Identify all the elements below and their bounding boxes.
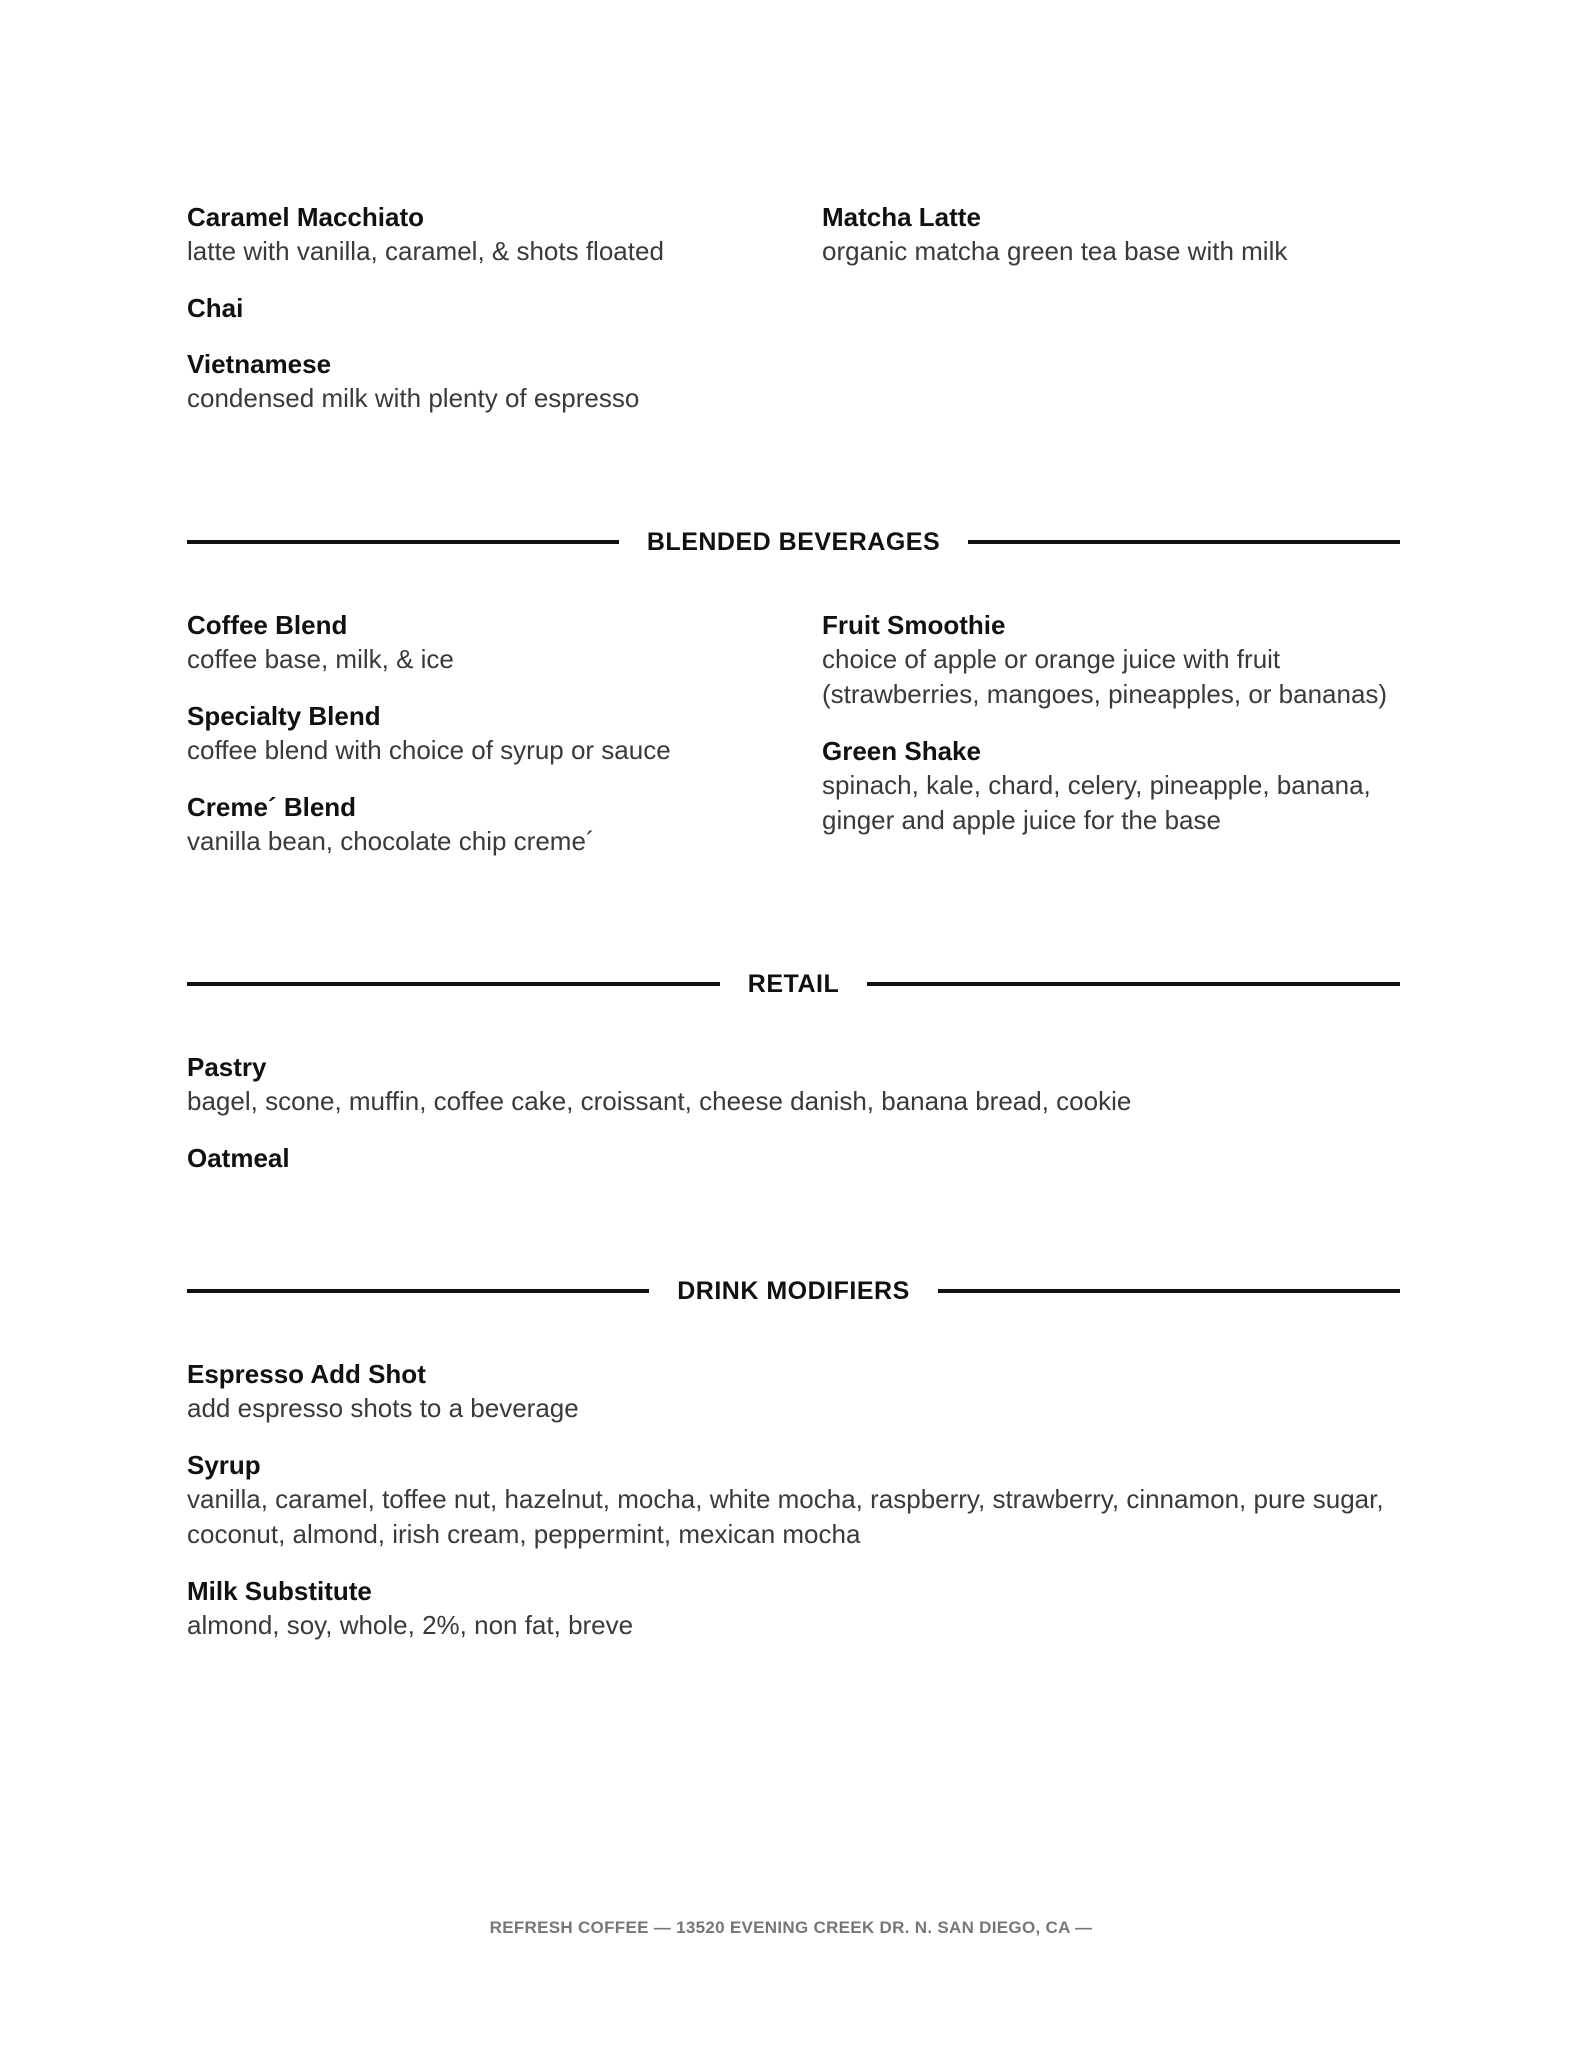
item-description: condensed milk with plenty of espresso [187,383,640,413]
item-name: Creme´ Blend [187,792,357,822]
blended-right-column [822,608,1422,860]
item-description-line: spinach, kale, chard, celery, pineapple, banana, [822,770,1371,800]
item-description-line: vanilla, caramel, toffee nut, hazelnut, mocha, white mocha, raspberry, strawberry, cinnamon, pure sugar, [187,1484,1384,1514]
item-name: Coffee Blend [187,610,348,640]
menu-item [822,608,1422,712]
item-name: Milk Substitute [187,1576,372,1606]
item-description-line: ginger and apple juice for the base [822,805,1221,835]
item-name: Pastry [187,1052,267,1082]
item-name: Green Shake [822,736,981,766]
menu-item [187,1357,1407,1426]
section-title: DRINK MODIFIERS [677,1276,910,1305]
modifiers-column [187,1357,1407,1665]
item-description: coffee blend with choice of syrup or sauce [187,735,671,765]
item-name: Espresso Add Shot [187,1359,426,1389]
item-description: vanilla bean, chocolate chip creme´ [187,826,595,856]
menu-item [187,790,787,859]
item-name: Syrup [187,1450,261,1480]
item-description: coffee base, milk, & ice [187,644,454,674]
divider-rule [187,982,720,986]
menu-item [187,1050,1407,1119]
item-name: Chai [187,293,244,323]
item-description-line: (strawberries, mangoes, pineapples, or bananas) [822,679,1388,709]
section-title: BLENDED BEVERAGES [646,527,941,556]
item-name: Matcha Latte [822,202,981,232]
menu-item [187,608,787,677]
item-description-line: coconut, almond, irish cream, peppermint, mexican mocha [187,1519,861,1549]
divider-rule [187,540,619,544]
top-left-column [187,200,787,438]
item-name: Fruit Smoothie [822,610,1006,640]
menu-item [822,200,1422,269]
item-name: Oatmeal [187,1143,290,1173]
section-header-blended [187,524,1400,560]
menu-item [187,1141,1407,1175]
item-description: organic matcha green tea base with milk [822,236,1288,266]
divider-rule [187,1289,649,1293]
item-description-line: add espresso shots to a beverage [187,1393,579,1423]
menu-item [187,1448,1407,1552]
item-description-line: choice of apple or orange juice with fruit [822,644,1281,674]
item-description: bagel, scone, muffin, coffee cake, croissant, cheese danish, banana bread, cookie [187,1086,1132,1116]
blended-left-column [187,608,787,881]
menu-item [187,291,787,325]
footer-address: REFRESH COFFEE — 13520 EVENING CREEK DR. N. SAN DIEGO, CA — [489,1918,1093,1937]
item-description: latte with vanilla, caramel, & shots floated [187,236,664,266]
top-right-column [822,200,1422,291]
menu-item [187,200,787,269]
item-name: Vietnamese [187,349,332,379]
item-description-line: almond, soy, whole, 2%, non fat, breve [187,1610,634,1640]
divider-rule [938,1289,1400,1293]
item-name: Specialty Blend [187,701,381,731]
menu-item [187,699,787,768]
section-header-modifiers [187,1273,1400,1309]
section-header-retail [187,966,1400,1002]
divider-rule [867,982,1400,986]
menu-item [187,347,787,416]
divider-rule [968,540,1400,544]
menu-item [822,734,1422,838]
section-title: RETAIL [747,969,840,998]
item-name: Caramel Macchiato [187,202,424,232]
menu-item [187,1574,1407,1643]
retail-column [187,1050,1407,1197]
